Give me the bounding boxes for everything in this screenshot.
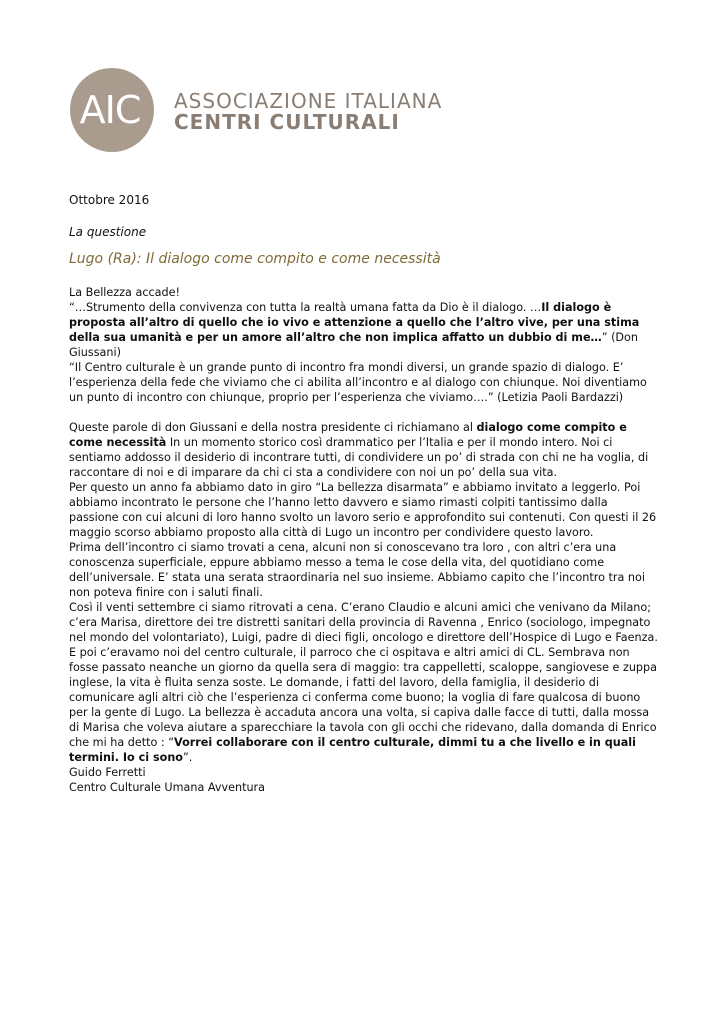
paragraph-cena-text: Così il venti settembre ci siamo ritrovati a cena. C’erano Claudio e alcuni amici che venivano da Milano; c’era Marisa, direttore dei tre distretti sanitari della provincia di Ravenna , Enrico (sociologo, impegnato nel mondo del volontariato), Luigi, padre di dieci figli, oncologo e direttore dell’Hospice di Lugo e Faenza. E poi c’eravamo noi del centro culturale, il parroco che ci ospitava e altri amici di CL. Sembrava non fosse passato neanche un giorno da quella sera di maggio: tra cappelletti, scaloppe, sangiovese e zuppa inglese, la vita è fluita senza soste. Le domande, i fatti del lavoro, della famiglia, il desiderio di comunicare agli altri ciò che l’esperienza ci conferma come buono; la voglia di fare qualcosa di buono per la gente di Lugo. La bellezza è accaduta ancora una volta, si capiva dalle facce di tutti, dalla mossa di Marisa che voleva aiutare a sparecchiare la tavola con gli occhi che ridevano, dalla domanda di Enrico che mi ha detto : “ <box>69 601 658 749</box>
logo-wordmark <box>174 91 442 133</box>
paragraph-dialogo <box>69 420 659 480</box>
paragraph-dialogo-bold: dialogo come compito e come necessità <box>69 421 627 449</box>
signature-organization: Centro Culturale Umana Avventura <box>69 781 266 794</box>
document-date: Ottobre 2016 <box>69 193 150 207</box>
quote-giussani-bold: Il dialogo è proposta all’altro di quello che io vivo e attenzione a quello che l’altro vive, per una stima della sua umanità e per un amore all’altro che non implica affatto un dubbio di me… <box>69 301 640 344</box>
logo-line-2: CENTRI CULTURALI <box>174 110 400 134</box>
document-body <box>69 193 659 795</box>
paragraph-dialogo-rest: In un momento storico così drammatico per l’Italia e per il mondo intero. Noi ci sentiamo addosso il desiderio di incontrare tutti, di condividere un po’ di strada con chi ne ha voglia, di raccontare di noi e di imparare da chi ci sta a condividere con noi un po’ della sua vita. <box>69 436 649 479</box>
paragraph-dialogo-start: Queste parole di don Giussani e della nostra presidente ci richiamano al <box>69 421 477 434</box>
paragraph-bellezza-disarmata: Per questo un anno fa abbiamo dato in giro “La bellezza disarmata” e abbiamo invitato a leggerlo. Poi abbiamo incontrato le persone che l’hanno letto davvero e siamo rimasti colpiti tantissimo dalla passione con cui alcuni di loro hanno svolto un lavoro serio e approfondito sui contenuti. Con questi il 26 maggio scorso abbiamo proposto alla città di Lugo un incontro per condividere questo lavoro. <box>69 481 657 539</box>
paragraph-incontro: Prima dell’incontro ci siamo trovati a cena, alcuni non si conoscevano tra loro , con altri c’era una conoscenza superficiale, eppure abbiamo messo a tema le cose della vita, del quotidiano come dell’universale. E’ stata una serata straordinaria nel suo insieme. Abbiamo capito che l’incontro tra noi non poteva finire con i saluti finali. <box>69 541 645 599</box>
article-title: Lugo (Ra): Il dialogo come compito e come necessità <box>69 251 441 267</box>
paragraph-cena <box>69 600 659 765</box>
paragraph-intro: La Bellezza accade! <box>69 286 180 299</box>
quote-bardazzi: “Il Centro culturale è un grande punto di incontro fra mondi diversi, un grande spazio di dialogo. E’ l’esperienza della fede che viviamo che ci abilita all’incontro e al dialogo con chiunque. Noi diventiamo un punto di incontro con chiunque, proprio per l’esperienza che viviamo….” (Letizia Paoli Bardazzi) <box>69 361 647 404</box>
quote-giussani-start: “…Strumento della convivenza con tutta la realtà umana fatta da Dio è il dialogo. … <box>69 301 542 314</box>
signature-name: Guido Ferretti <box>69 766 146 779</box>
quote-giussani <box>69 300 659 360</box>
paragraph-gap <box>69 405 659 420</box>
logo-mark: AIC <box>79 88 141 132</box>
paragraph-cena-end: ”. <box>183 751 193 764</box>
paragraph-cena-bold-quote: Vorrei collaborare con il centro culturale, dimmi tu a che livello e in quali termini. Io ci sono <box>69 736 636 764</box>
aic-logo <box>70 68 442 152</box>
section-label: La questione <box>69 225 147 239</box>
quote-giussani-attribution: ” (Don Giussani) <box>69 331 638 359</box>
logo-circle-icon <box>70 68 154 152</box>
logo-line-1: ASSOCIAZIONE ITALIANA <box>174 89 443 113</box>
